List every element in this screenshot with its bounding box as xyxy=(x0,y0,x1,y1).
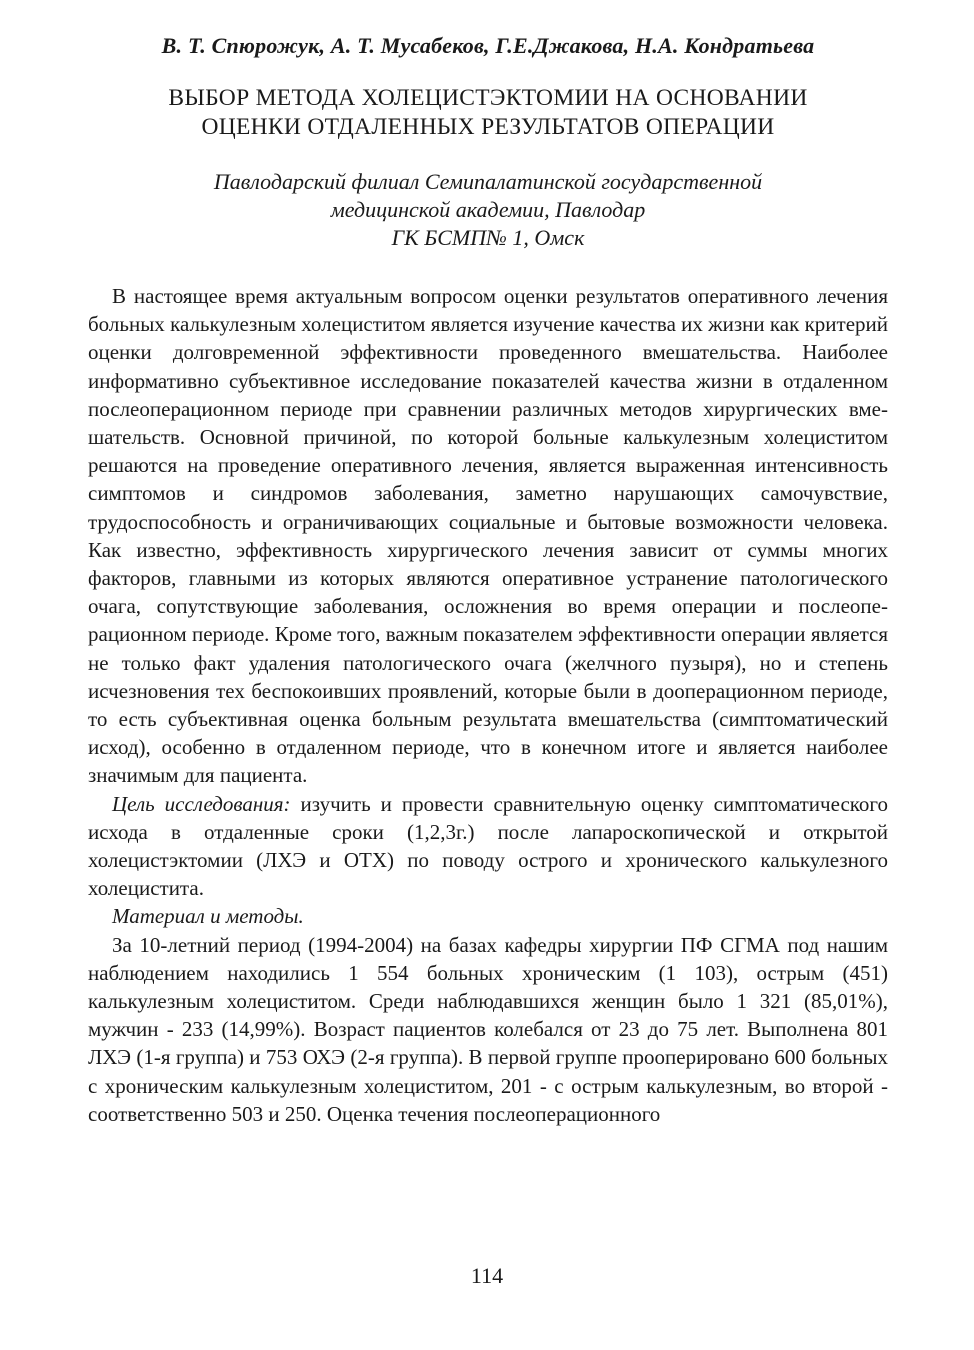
methods-paragraph: За 10-летний период (1994-2004) на базах кафедры хирургии ПФ СГМА под нашим наблюдением находились 1 554 больных хроническим (1 103), острым (451) калькулезным холециститом. Среди наблюдавшихся женщин было 1 321 (85,01%), мужчин - 233 (14,99%). Возраст пациентов колебался от 23 до 75 лет. Выполнена 801 ЛХЭ (1-я группа) и 753 ОХЭ (2-я группа). В первой группе прооперировано 600 больных с хроническим калькулезным холециститом, 201 - с острым калькулезным, во второй - соответственно 503 и 250. Оценка течения послеоперационного xyxy=(88,932,888,1126)
affiliation-line-2: медицинской академии, Павлодар xyxy=(330,197,646,222)
methods-heading: Материал и методы. xyxy=(112,904,304,929)
body-text xyxy=(88,282,888,1128)
title-line-1: ВЫБОР МЕТОДА ХОЛЕЦИСТЭКТОМИИ НА ОСНОВАНИИ xyxy=(168,85,808,111)
aim-paragraph xyxy=(88,790,888,903)
authors-line: В. Т. Спюрожук, А. Т. Мусабеков, Г.Е.Джакова, Н.А. Кондратьева xyxy=(161,33,815,58)
affiliation-block xyxy=(88,168,888,252)
page-number: 114 xyxy=(470,1263,504,1288)
paper-title xyxy=(88,84,888,142)
title-line-2: ОЦЕНКИ ОТДАЛЕННЫХ РЕЗУЛЬТАТОВ ОПЕРАЦИИ xyxy=(201,114,775,140)
affiliation-line-3: ГК БСМП№ 1, Омск xyxy=(391,225,585,250)
intro-paragraph: В настоящее время актуальным вопросом оценки результатов оперативного лечения больных калькулезным холециститом является изучение качества их жизни как критерий оценки долговременной эффективности проведенного вмешательства. Наиболее информативно субъективное исследование показателей качества жизни в отдаленном послеоперационном периоде при сравнении различных методов хирургических вмешательств. Основной причиной, по которой больные калькулезным холециститом решаются на проведение оперативного лечения, является выраженная интенсивность симптомов и синдромов заболевания, заметно нарушающих самочувствие, трудоспособность и ограничивающих социальные и бытовые возможности человека. Как известно, эффективность хирургического лечения зависит от суммы многих факторов, главными из которых являются оперативное устранение патологического очага, сопутствующие заболевания, осложнения во время операции и послеоперационном периоде. Кроме того, важным показателем эффективности операции является не только факт удаления патологического очага (желчного пузыря), но и степень исчезновения тех беспокоивших проявлений, которые были в дооперационном периоде, то есть субъективная оценка больным результата вмешательства (симптоматический исход), особенно в отдаленном периоде, что в конечном итоге и является наиболее значимым для пациента. xyxy=(88,284,888,788)
aim-text: изучить и провести сравнительную оценку симптоматического исхода в отдаленные сроки (1,2,3г.) после лапароскопической и открытой холецистэктомии (ЛХЭ и ОТХ) по поводу острого и хронического калькулезного холецистита. xyxy=(88,791,888,901)
affiliation-line-1: Павлодарский филиал Семипалатинской государственной xyxy=(213,169,763,194)
aim-lead: Цель исследования: xyxy=(112,791,291,816)
page-content xyxy=(88,30,888,1128)
